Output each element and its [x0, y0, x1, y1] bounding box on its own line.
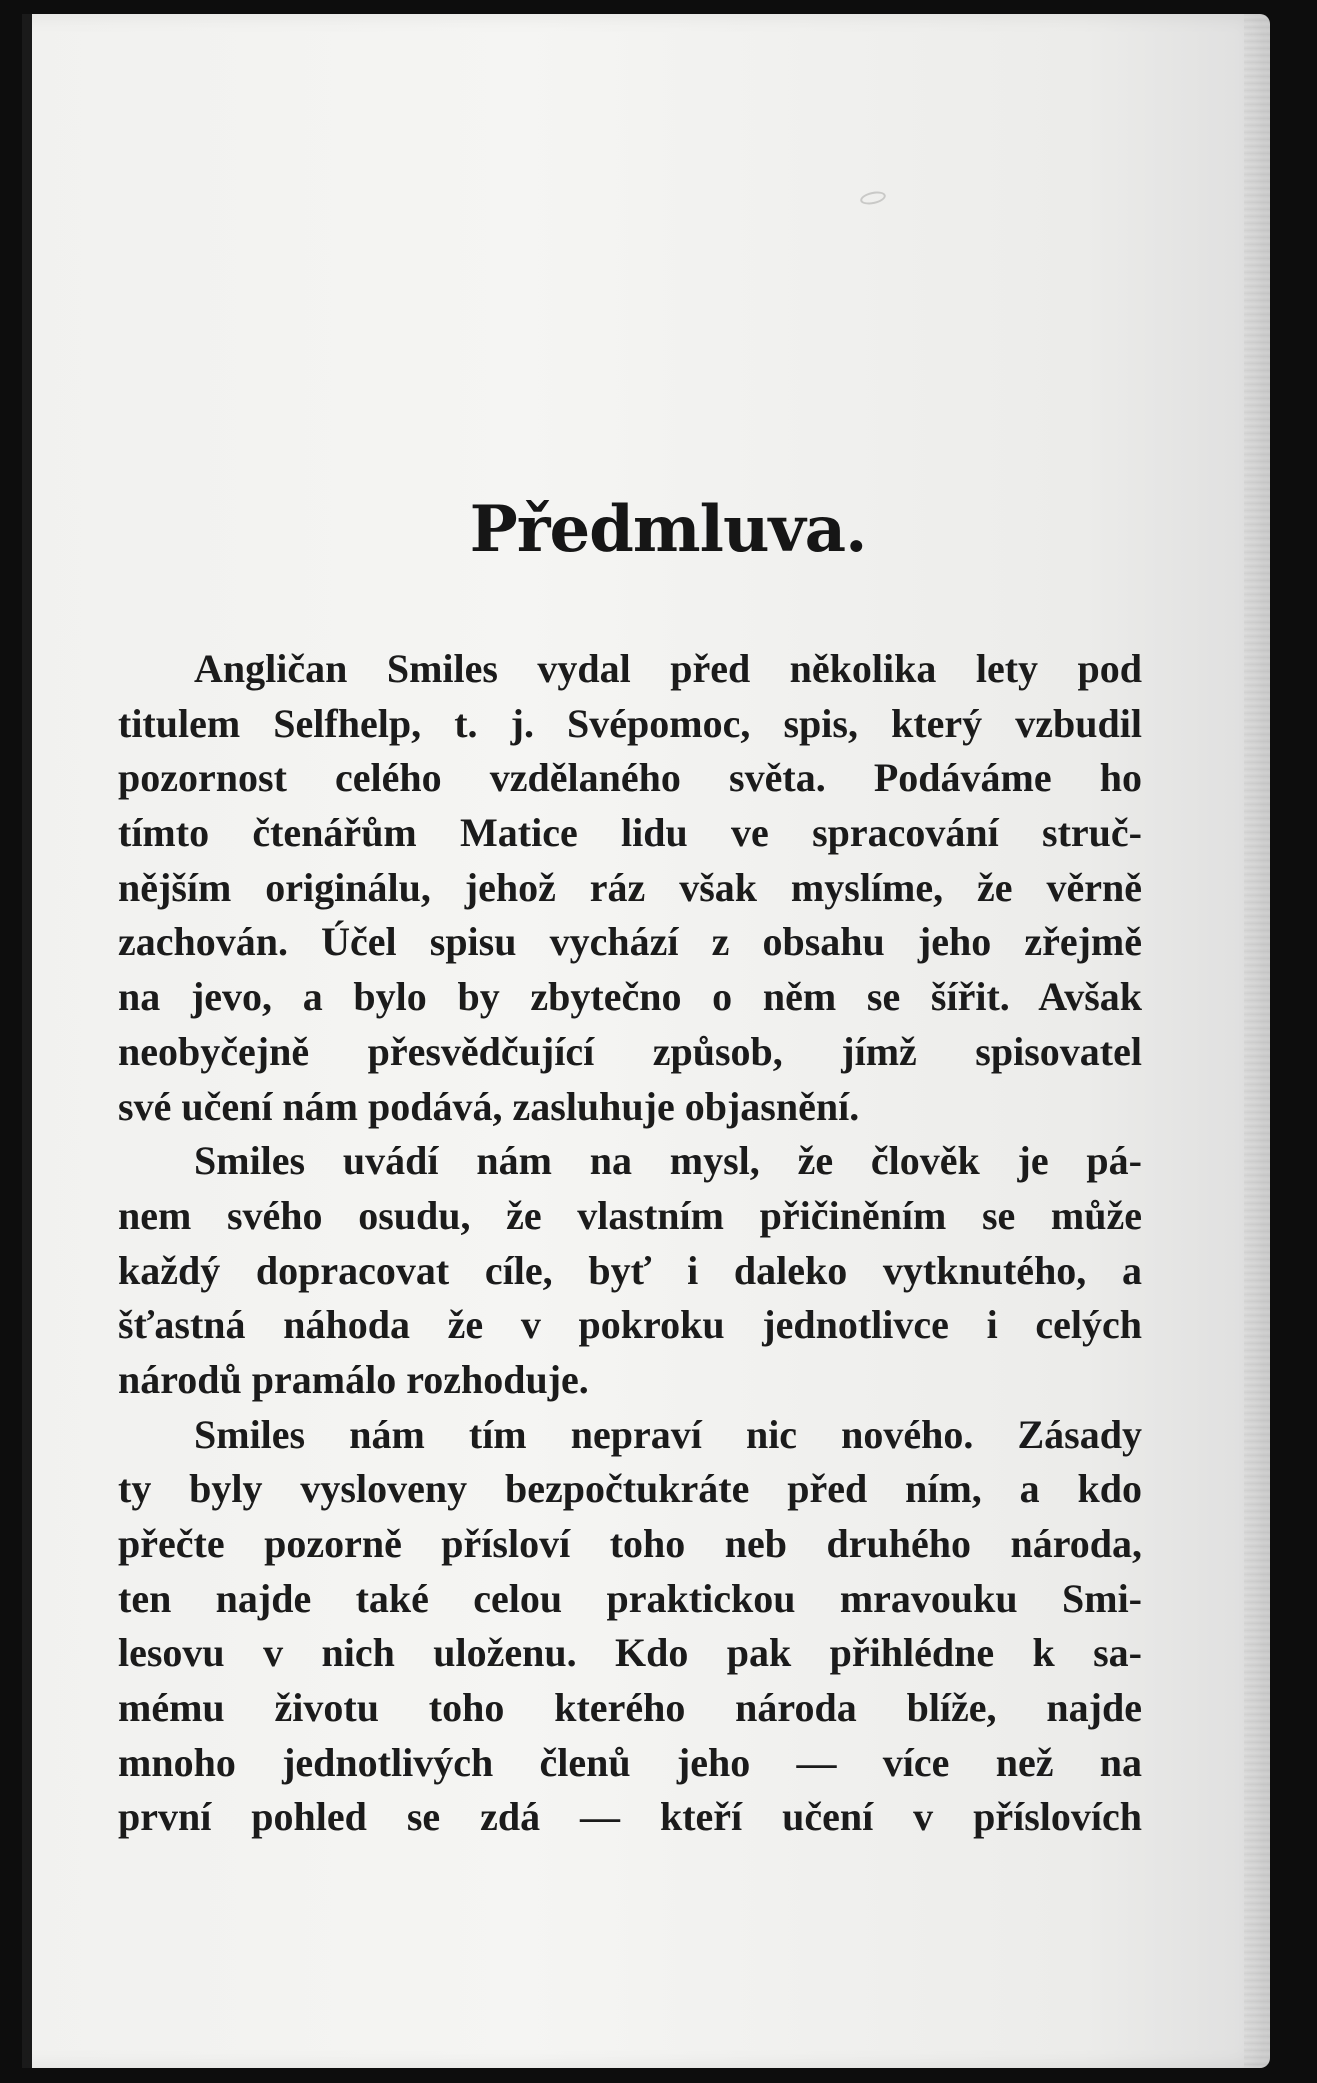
text-line: nějším originálu, jehož ráz však myslíme, že věrně: [118, 864, 1142, 910]
text-line: přečte pozorně přísloví toho neb druhého národa,: [118, 1521, 1142, 1566]
text-line: lesovu v nich uloženu. Kdo pak přihlédne k sa-: [118, 1630, 1142, 1676]
text-line: titulem Selfhelp, t. j. Svépomoc, spis, který vzbudil: [118, 700, 1142, 746]
text-line: tímto čtenářům Matice lidu ve spracování struč-: [118, 810, 1142, 856]
text-line: první pohled se zdá — kteří učení v příslovích: [118, 1794, 1142, 1840]
text-line: každý dopracovat cíle, byť i daleko vytknutého, a: [118, 1247, 1142, 1293]
page-binding-edge: [22, 14, 32, 2068]
text-line: Smiles uvádí nám na mysl, že člověk je pá-: [194, 1138, 1142, 1184]
text-line: mému životu toho kterého národa blíže, najde: [118, 1685, 1142, 1731]
book-page: [22, 14, 1270, 2068]
text-line: Smiles nám tím nepraví nic nového. Zásady: [194, 1411, 1142, 1457]
text-line: národů pramálo rozhoduje.: [118, 1356, 589, 1402]
text-line: Angličan Smiles vydal před několika lety pod: [194, 646, 1142, 691]
preface-text: [118, 642, 1142, 1845]
text-line: své učení nám podává, zasluhuje objasnění.: [118, 1083, 860, 1129]
text-line: ten najde také celou praktickou mravouku Smi-: [118, 1575, 1142, 1621]
text-line: nem svého osudu, že vlastním přičiněním se může: [118, 1192, 1142, 1238]
text-line: zachován. Účel spisu vychází z obsahu jeho zřejmě: [118, 919, 1142, 965]
text-line: ty byly vysloveny bezpočtukráte před ním, a kdo: [118, 1466, 1142, 1512]
paper-blemish: [859, 189, 887, 206]
text-line: mnoho jednotlivých členů jeho — více než na: [118, 1739, 1142, 1785]
text-line: neobyčejně přesvědčující způsob, jímž spisovatel: [118, 1028, 1142, 1074]
text-line: na jevo, a bylo by zbytečno o něm se šířit. Avšak: [118, 974, 1142, 1020]
text-line: šťastná náhoda že v pokroku jednotlivce i celých: [118, 1302, 1142, 1348]
page-title: Předmluva.: [469, 492, 867, 567]
page-right-edge: [1244, 14, 1270, 2068]
text-line: pozornost celého vzdělaného světa. Podáváme ho: [118, 755, 1142, 801]
